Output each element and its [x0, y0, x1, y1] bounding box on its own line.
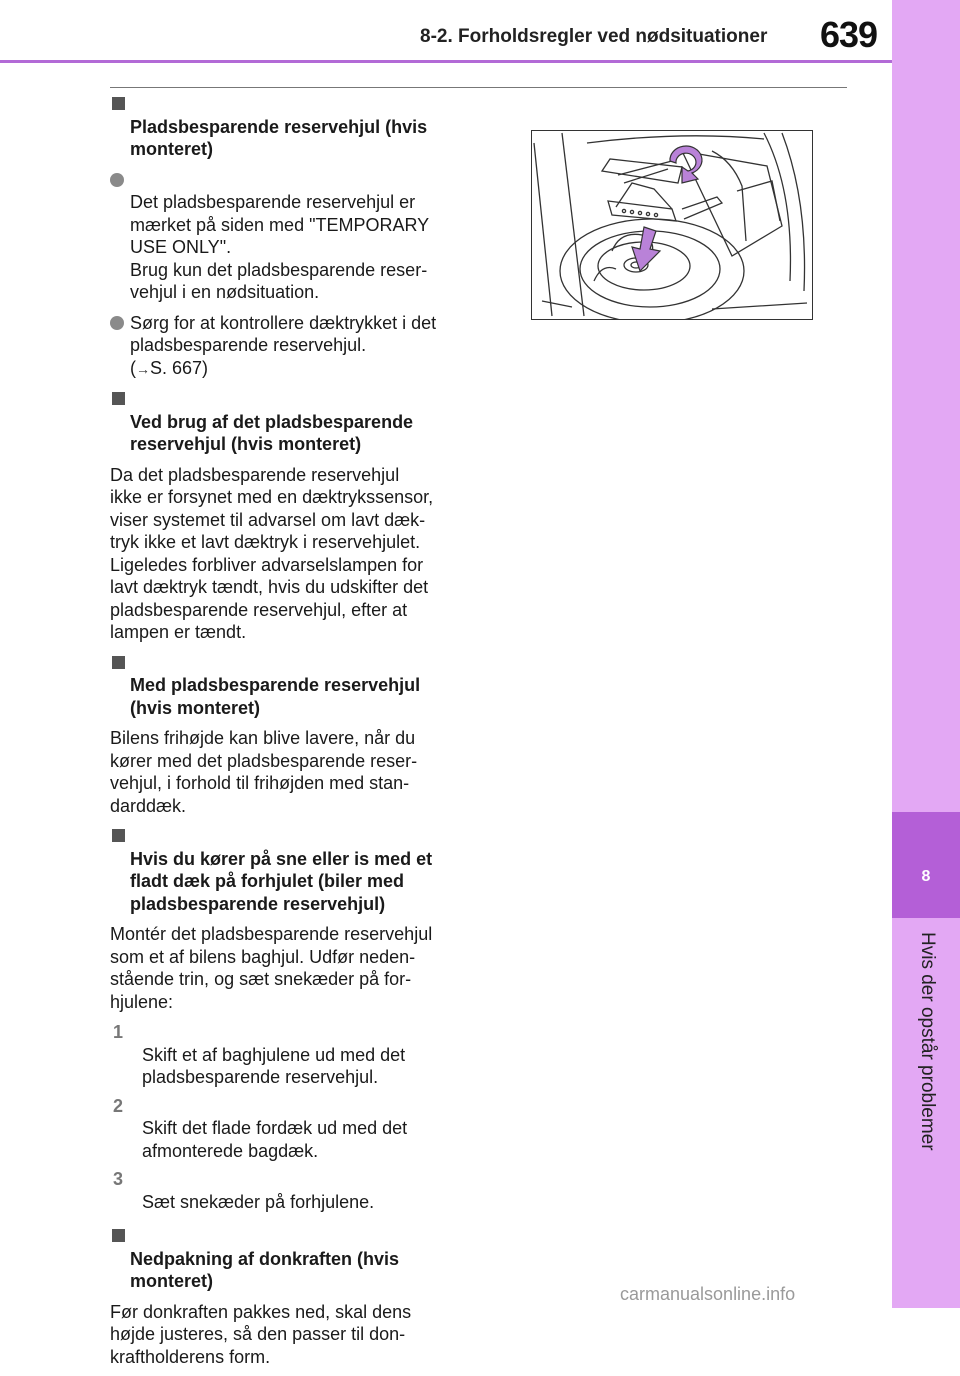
square-bullet-icon	[112, 392, 125, 405]
square-bullet-icon	[112, 1229, 125, 1242]
page-number: 639	[820, 14, 878, 55]
round-bullet-icon	[110, 316, 124, 330]
page-reference-link[interactable]: S. 667	[150, 357, 203, 378]
heading-spare-wheel: Pladsbesparende reservehjul (hvis monteret)	[110, 93, 470, 161]
paragraph-ground-clearance: Bilens frihøjde kan blive lavere, når du kører med det pladsbesparende reser- vehjul, i forhold til frihøjden med stan- darddæk.	[110, 728, 418, 816]
heading-jack-storage: Nedpakning af donkraften (hvis monteret)	[110, 1225, 470, 1293]
spare-tire-jack-storage-icon	[532, 131, 812, 319]
page-reference-arrow-icon: →	[136, 360, 150, 377]
chapter-number: 8	[921, 868, 931, 885]
chapter-number-box	[892, 812, 960, 918]
step-number: 1	[113, 1022, 124, 1042]
round-bullet-icon	[110, 173, 124, 187]
section-title: 8-2. Forholdsregler ved nødsituationer	[420, 26, 768, 47]
step-number: 2	[113, 1095, 124, 1116]
watermark: carmanualsonline.info	[620, 1284, 796, 1304]
heading-using-spare: Ved brug af det pladsbesparende reservehjul (hvis monteret)	[110, 388, 470, 456]
spare-tire-illustration	[531, 130, 813, 320]
heading-ground-clearance: Med pladsbesparende reservehjul (hvis monteret)	[110, 652, 470, 720]
header-divider	[0, 60, 892, 63]
paragraph-jack-storage: Før donkraften pakkes ned, skal dens højde justeres, så den passer til don- kraftholderens form.	[110, 1301, 412, 1367]
content-top-rule	[110, 87, 847, 88]
chapter-title: Hvis der opstår problemer	[917, 932, 938, 1151]
step-3: 3 Sæt snekæder på forhjulene.	[113, 1169, 375, 1212]
step-2: 2 Skift det flade fordæk ud med det afmonterede bagdæk.	[113, 1095, 408, 1161]
heading-snow-ice: Hvis du kører på sne eller is med et fladt dæk på forhjulet (biler med pladsbesparende reservehjul)	[110, 825, 470, 915]
paragraph-snow-ice: Montér det pladsbesparende reservehjul som et af bilens baghjul. Udfør neden- stående trin, og sæt snekæder på for- hjulene:	[110, 924, 433, 1012]
bullet-tire-pressure: Sørg for at kontrollere dæktrykket i det pladsbesparende reservehjul. (→S. 667)	[110, 312, 470, 381]
step-1: 1 Skift et af baghjulene ud med det pladsbesparende reservehjul.	[113, 1022, 406, 1087]
text-column	[110, 93, 470, 1376]
paragraph-tpms: Da det pladsbesparende reservehjul ikke er forsynet med en dæktrykssensor, viser systemet til advarsel om lavt dæk- tryk ikke et lavt dæktryk i reservehjulet. Ligeledes forbliver advarselslampen for lavt dæktryk tændt, hvis du udskifter det pladsbesparende reservehjul, efter at lampen er tændt.	[110, 464, 434, 642]
square-bullet-icon	[112, 656, 125, 669]
square-bullet-icon	[112, 97, 125, 110]
square-bullet-icon	[112, 829, 125, 842]
step-number: 3	[113, 1169, 124, 1189]
bullet-temporary-use: Det pladsbesparende reservehjul er mærket på siden med "TEMPORARY USE ONLY". Brug kun det pladsbesparende reser- vehjul i en nødsituation.	[110, 169, 490, 304]
